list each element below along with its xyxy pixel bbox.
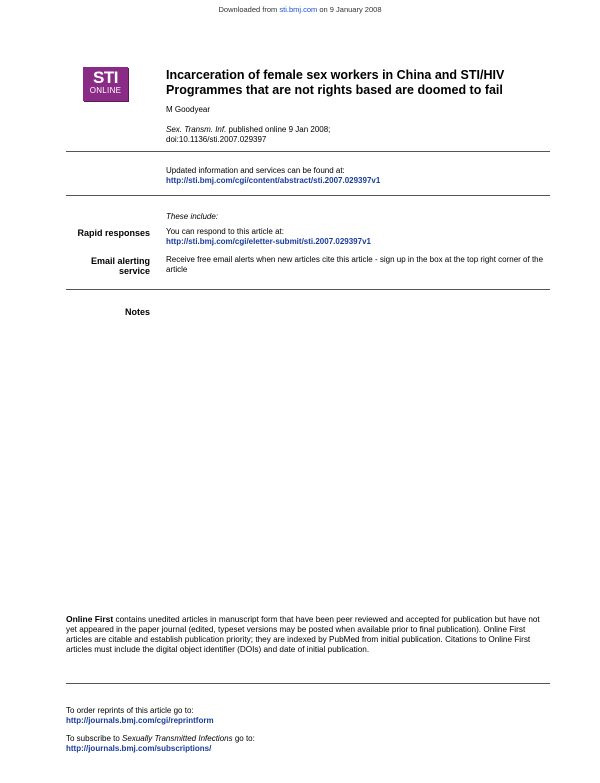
- article-doi: doi:10.1136/sti.2007.029397: [166, 135, 267, 144]
- journal-name: Sex. Transm. Inf.: [166, 125, 227, 134]
- email-alerting-label-line2: service: [118, 266, 150, 276]
- subscribe-journal: Sexually Transmitted Infections: [122, 734, 233, 743]
- divider-bottom: [66, 289, 550, 290]
- logo-line1: STI: [93, 68, 118, 87]
- reprints-link[interactable]: http://journals.bmj.com/cgi/reprintform: [66, 716, 214, 725]
- updated-info: [166, 166, 380, 186]
- title-line2: Programmes that are not rights based are doomed to fail: [166, 83, 503, 97]
- download-site-link[interactable]: sti.bmj.com: [279, 5, 318, 14]
- download-notice: [0, 5, 600, 14]
- download-prefix: Downloaded from: [218, 5, 280, 14]
- subscribe-suffix: go to:: [232, 734, 255, 743]
- subscribe-prefix: To subscribe to: [66, 734, 123, 743]
- online-first-notice: [66, 614, 550, 655]
- email-alerting-text: Receive free email alerts when new articles cite this article - sign up in the box at the top right corner of the article: [166, 255, 544, 274]
- updated-info-link[interactable]: http://sti.bmj.com/cgi/content/abstract/sti.2007.029397v1: [166, 176, 381, 185]
- reprints-text: To order reprints of this article go to:: [66, 706, 194, 715]
- subscribe-section: [66, 734, 255, 754]
- email-alerting-label: [91, 256, 150, 276]
- includes-label: These include:: [166, 212, 219, 221]
- publication-date: published online 9 Jan 2008;: [226, 125, 331, 134]
- article-author: M Goodyear: [166, 105, 211, 114]
- updated-text: Updated information and services can be found at:: [166, 166, 345, 175]
- rapid-responses-content: [166, 227, 551, 247]
- notes-label: Notes: [124, 307, 150, 317]
- reprints-section: [66, 706, 214, 726]
- email-alerting-label-line1: Email alerting: [90, 256, 150, 266]
- download-suffix: on 9 January 2008: [317, 5, 382, 14]
- logo-line2: ONLINE: [89, 86, 122, 95]
- divider-footer: [66, 683, 550, 684]
- online-first-text: contains unedited articles in manuscript form that have been peer reviewed and accepted for publication but have not yet appeared in the paper journal (edited, typeset versions may be posted when available prior to final publication). Online First articles are citable and establish publication priority; they are indexed by PubMed from initial publication. Citations to Online First articles must include the digital object identifier (DOIs) and date of initial publication.: [66, 615, 540, 654]
- subscribe-link[interactable]: http://journals.bmj.com/subscriptions/: [66, 744, 212, 753]
- divider-top: [66, 151, 550, 152]
- sti-online-logo: [83, 67, 128, 101]
- divider-middle: [66, 195, 550, 196]
- rapid-responses-label: Rapid responses: [77, 228, 150, 238]
- article-title: [166, 68, 566, 98]
- rapid-responses-link[interactable]: http://sti.bmj.com/cgi/eletter-submit/sti.2007.029397v1: [166, 237, 371, 246]
- title-line1: Incarceration of female sex workers in China and STI/HIV: [166, 68, 505, 82]
- online-first-bold: Online First: [66, 614, 114, 624]
- article-citation: [166, 125, 330, 145]
- rapid-responses-text: You can respond to this article at:: [166, 227, 284, 236]
